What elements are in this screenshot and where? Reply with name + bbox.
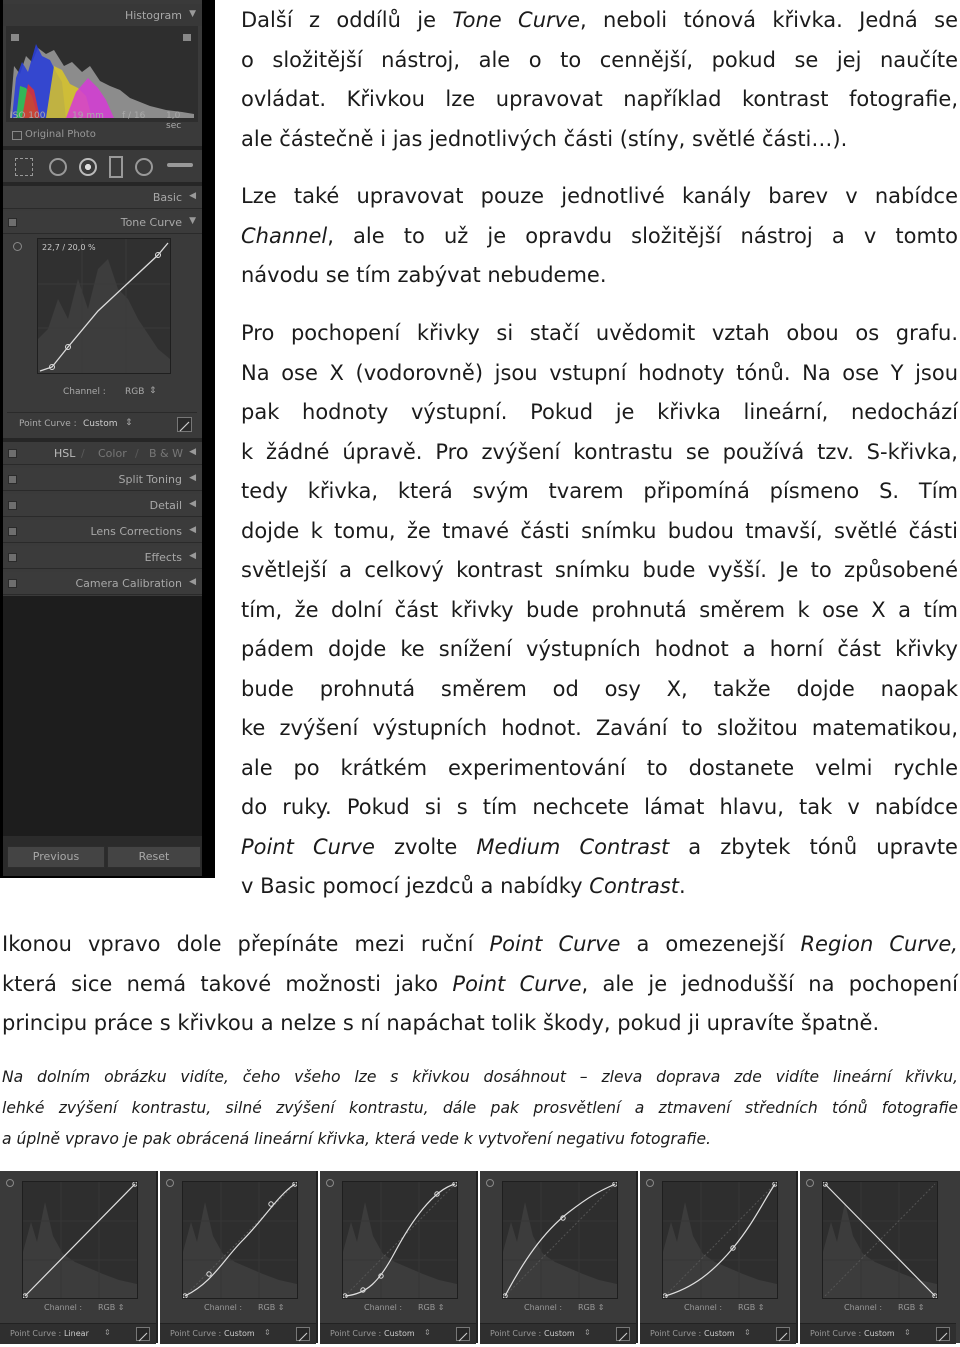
section-toggle-icon[interactable] [8, 527, 17, 536]
shutter-readout: 1,0 sec [166, 111, 182, 131]
updown-arrow-icon: ⇕ [149, 386, 157, 396]
collapse-triangle-icon: ▼ [189, 216, 196, 226]
figure-caption: Na dolním obrázku vidíte, čeho všeho lze s křivkou dosáhnout – zleva doprava zde vidíte lineární křivku, lehké zvýšení kontrastu, silné zvýšení kontrastu, dále pak prosvětlení a ztmavení středních tónů fotografie a úplně vpravo je pak obrácená lineární křivka, která vede k vytvoření negativu fotografie. [2, 1068, 958, 1148]
target-adjust-icon[interactable] [166, 1179, 174, 1187]
section-toggle-icon[interactable] [8, 553, 17, 562]
point-curve-label: Point Curve : [650, 1329, 702, 1338]
curve-edit-icon[interactable] [776, 1327, 790, 1341]
point-curve-bar [0, 1323, 156, 1344]
curve-example-graph [822, 1181, 938, 1299]
aperture-readout: f / 16 [122, 111, 146, 121]
curve-example-tile [320, 1171, 478, 1343]
curve-example-tile [160, 1171, 318, 1343]
curve-edit-icon[interactable] [456, 1327, 470, 1341]
basic-title: Basic [152, 191, 182, 204]
curve-example-graph [502, 1181, 618, 1299]
paragraph-channel: Lze také upravovat pouze jednotlivé kanály barev v nabídce Channel, ale to už je opravdu složitější nástroj a v tomto návodu se tím zabývat nebudeme. [241, 184, 958, 287]
target-adjust-icon[interactable] [806, 1179, 814, 1187]
point-curve-bar [800, 1323, 956, 1344]
expand-triangle-icon: ◀ [189, 191, 196, 201]
channel-select[interactable]: RGB ⇕ [578, 1303, 605, 1312]
tool-strip [3, 150, 202, 182]
curve-edit-icon[interactable] [296, 1327, 310, 1341]
updown-arrow-icon: ⇕ [104, 1328, 111, 1337]
color-tab[interactable]: Color [98, 447, 127, 460]
curve-example-graph [182, 1181, 298, 1299]
original-photo-checkbox[interactable] [12, 131, 22, 140]
channel-label: Channel : [63, 387, 106, 397]
curve-example-graph [22, 1181, 138, 1299]
channel-label: Channel : [44, 1303, 83, 1312]
adjustment-brush-icon[interactable] [167, 163, 193, 167]
expand-triangle-icon: ◀ [189, 499, 196, 509]
histogram-title: Histogram [124, 9, 182, 22]
effects-section-header[interactable] [3, 546, 202, 569]
section-toggle-icon[interactable] [8, 579, 17, 588]
target-adjust-icon[interactable] [326, 1179, 334, 1187]
histogram-header[interactable] [3, 4, 202, 26]
section-toggle-icon[interactable] [8, 449, 17, 458]
curve-edit-icon[interactable] [936, 1327, 950, 1341]
paragraph-curve-explanation: Pro pochopení křivky si stačí uvědomit vztah obou os grafu. Na ose X (vodorovně) jsou vstupní hodnoty tónů. Na ose Y jsou pak hodnoty výstupní. Pokud je křivka lineární, nedochází k žádné úpravě. Pro zvýšení kontrastu se používá tzv. S-křivka, tedy křivka, která svým tvarem připomíná písmeno S. Tím dojde k tomu, že tmavé části snímku budou tmavší, světlé části světlejší a celkový kontrast snímku bude vyšší. Je to způsobené tím, že dolní část křivky bude prohnutá směrem k ose X a tím pádem dojde ke snížení výstupních hodnot a horní část křivky bude prohnutá směrem od osy X, takže dojde naopak ke zvýšení výstupních hodnot. Zavání to složitou matematikou, ale po krátkém experimentování to dostanete velmi rychle do ruky. Pokud si s tím nechcete lámat hlavu, tak v nabídce Point Curve zvolte Medium Contrast a zbytek tónů upravte v Basic pomocí jezdců a nabídky Contrast. [241, 321, 958, 898]
expand-triangle-icon: ◀ [189, 551, 196, 561]
lens-corrections-section-header[interactable] [3, 520, 202, 543]
updown-arrow-icon: ⇕ [904, 1328, 911, 1337]
iso-readout: ISO 100 [10, 111, 46, 121]
point-curve-bar [160, 1323, 316, 1344]
curve-readout: 22,7 / 20,0 % [42, 243, 96, 252]
channel-select[interactable]: RGB ⇕ [98, 1303, 125, 1312]
camera-calibration-section-header[interactable] [3, 572, 202, 595]
channel-select[interactable]: RGB ⇕ [738, 1303, 765, 1312]
focal-readout: 19 mm [72, 111, 104, 121]
point-curve-label: Point Curve : [19, 419, 77, 429]
point-curve-select[interactable]: Custom [384, 1329, 415, 1338]
tone-curve-svg [38, 239, 170, 373]
section-toggle-icon[interactable] [8, 475, 17, 484]
updown-arrow-icon: ⇕ [744, 1328, 751, 1337]
channel-select[interactable]: RGB ⇕ [898, 1303, 925, 1312]
tone-curve-graph[interactable] [37, 238, 171, 374]
target-adjust-icon[interactable] [486, 1179, 494, 1187]
paragraph-region-curve: Ikonou vpravo dole přepínáte mezi ruční Point Curve a omezenejší Region Curve, která sice nemá takové možnosti jako Point Curve, ale je jednodušší na pochopení principu práce s křivkou a nelze s ní napáchat tolik škody, pokud ji upravíte špatně. [2, 932, 958, 1035]
point-curve-label: Point Curve : [10, 1329, 62, 1338]
hsl-section-header[interactable]: HSL / Color / B & W ◀ [3, 442, 202, 465]
bw-tab[interactable]: B & W [149, 447, 183, 460]
split-toning-section-header[interactable] [3, 468, 202, 491]
graduated-filter-icon[interactable] [109, 156, 123, 178]
curve-edit-icon[interactable] [616, 1327, 630, 1341]
target-adjust-icon[interactable] [6, 1179, 14, 1187]
lens-corrections-title: Lens Corrections [90, 525, 182, 538]
camera-calibration-title: Camera Calibration [75, 577, 182, 590]
section-toggle-icon[interactable] [8, 218, 17, 227]
collapse-triangle-icon: ▼ [189, 9, 196, 19]
point-curve-label: Point Curve : [170, 1329, 222, 1338]
point-curve-label: Point Curve : [330, 1329, 382, 1338]
point-curve-select[interactable]: Custom [864, 1329, 895, 1338]
effects-title: Effects [144, 551, 182, 564]
original-photo-label: Original Photo [25, 129, 96, 140]
red-eye-icon[interactable] [79, 158, 97, 176]
channel-label: Channel : [204, 1303, 243, 1312]
histogram-image [6, 26, 198, 122]
curve-example-tile [480, 1171, 638, 1343]
expand-triangle-icon: ◀ [189, 577, 196, 587]
crop-tool-icon[interactable] [15, 158, 33, 176]
channel-label: Channel : [364, 1303, 403, 1312]
curve-example-tile [0, 1171, 158, 1343]
paragraph-tone-curve-intro: Další z oddílů je Tone Curve, neboli tónová křivka. Jedná se o složitější nástroj, ale o to cennější, pokud se jej naučíte ovládat. Křivkou lze upravovat například kontrast fotografie, ale částečně i jas jednotlivých části (stíny, světlé části…). [241, 8, 958, 151]
basic-section-header[interactable] [3, 186, 202, 209]
channel-select[interactable]: RGB ⇕ [418, 1303, 445, 1312]
target-adjust-icon[interactable] [646, 1179, 654, 1187]
curve-edit-icon[interactable] [136, 1327, 150, 1341]
point-curve-select[interactable]: Custom [83, 419, 118, 429]
expand-triangle-icon: ◀ [189, 525, 196, 535]
radial-filter-icon[interactable] [135, 158, 153, 176]
panel-empty-area [3, 596, 202, 836]
point-curve-select[interactable]: Custom [704, 1329, 735, 1338]
reset-button[interactable]: Reset [107, 846, 201, 868]
point-curve-select[interactable]: Linear [64, 1329, 89, 1338]
curve-example-tile [800, 1171, 960, 1343]
updown-arrow-icon: ⇕ [264, 1328, 271, 1337]
point-curve-bar [640, 1323, 796, 1344]
expand-triangle-icon: ◀ [189, 473, 196, 483]
lightroom-develop-panel [0, 0, 215, 878]
updown-arrow-icon: ⇕ [424, 1328, 431, 1337]
previous-button[interactable]: Previous [7, 846, 105, 868]
channel-select[interactable]: RGB ⇕ [258, 1303, 285, 1312]
point-curve-select[interactable]: Custom [224, 1329, 255, 1338]
split-toning-title: Split Toning [118, 473, 182, 486]
updown-arrow-icon: ⇕ [125, 418, 133, 428]
channel-select[interactable]: RGB [125, 387, 145, 397]
hsl-tab[interactable]: HSL [54, 447, 76, 460]
point-curve-select[interactable]: Custom [544, 1329, 575, 1338]
channel-label: Channel : [844, 1303, 883, 1312]
tone-curve-title: Tone Curve [120, 216, 182, 229]
curve-edit-icon[interactable] [177, 417, 192, 432]
channel-label: Channel : [524, 1303, 563, 1312]
section-toggle-icon[interactable] [8, 501, 17, 510]
point-curve-bar [320, 1323, 476, 1344]
channel-label: Channel : [684, 1303, 723, 1312]
curve-example-tile [640, 1171, 798, 1343]
histogram-graph [6, 26, 198, 131]
tone-curve-section-header[interactable] [3, 211, 202, 234]
expand-triangle-icon: ◀ [189, 447, 196, 457]
detail-title: Detail [149, 499, 182, 512]
point-curve-bar [480, 1323, 636, 1344]
detail-section-header[interactable] [3, 494, 202, 517]
curve-example-graph [662, 1181, 778, 1299]
spot-removal-icon[interactable] [49, 158, 67, 176]
point-curve-label: Point Curve : [490, 1329, 542, 1338]
curve-example-graph [342, 1181, 458, 1299]
point-curve-label: Point Curve : [810, 1329, 862, 1338]
target-adjust-icon[interactable] [13, 242, 22, 251]
updown-arrow-icon: ⇕ [584, 1328, 591, 1337]
